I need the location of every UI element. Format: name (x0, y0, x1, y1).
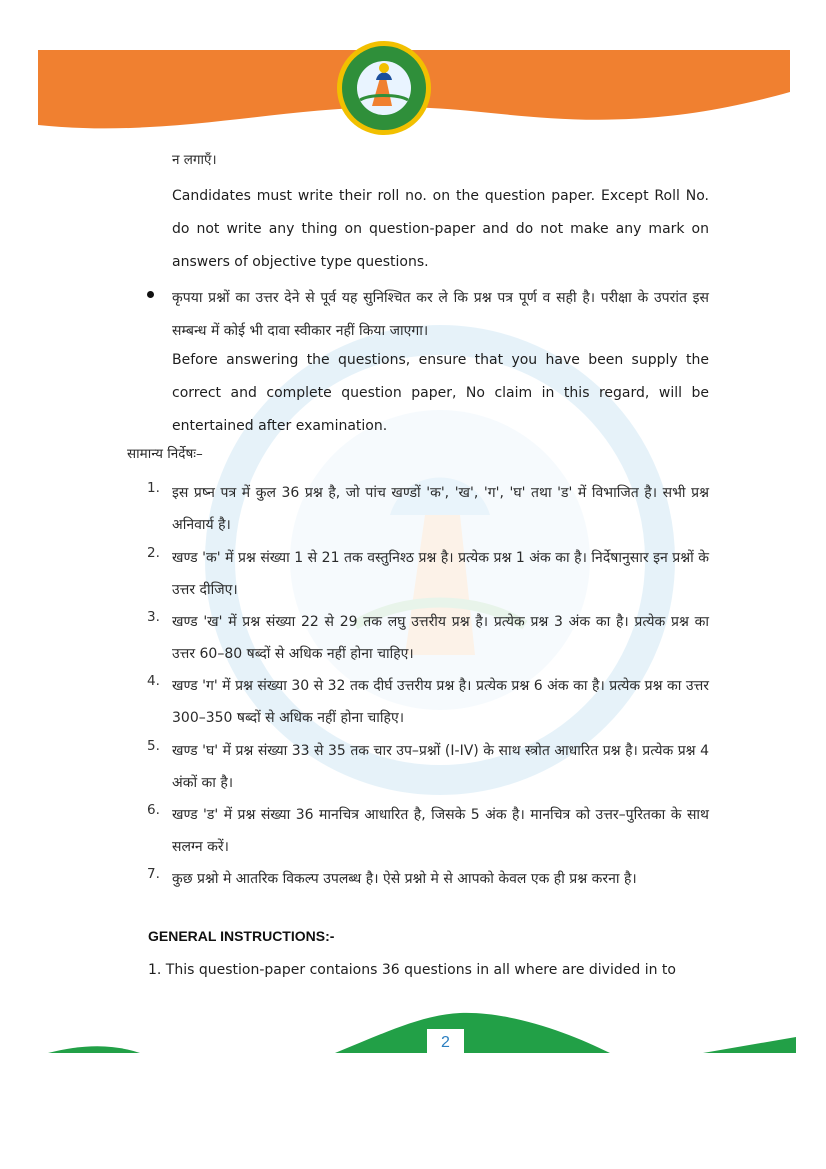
list-item-number: 4. (147, 673, 160, 689)
board-logo (337, 41, 431, 135)
general-instructions-heading: GENERAL INSTRUCTIONS:- (148, 928, 335, 944)
list-item-number: 3. (147, 609, 160, 625)
list-item-number: 6. (147, 802, 160, 818)
list-item-number: 1. (147, 480, 160, 496)
hindi-continuation: न लगाएँ। (172, 152, 217, 168)
header-band (0, 0, 826, 140)
list-item: खण्ड 'घ' में प्रश्न संख्या 33 से 35 तक चार उप–प्रश्नों (I-IV) के साथ स्त्रोत आधारित प्रश्न है। प्रत्येक प्रश्न 4 अंकों का है। (172, 743, 709, 791)
list-item: खण्ड 'ड' में प्रश्न संख्या 36 मानचित्र आधारित है, जिसके 5 अंक है। मानचित्र को उत्तर–पुरितका के साथ सलग्न करें। (172, 807, 709, 855)
list-item: खण्ड 'ग' में प्रश्न संख्या 30 से 32 तक दीर्घ उत्तरीय प्रश्न है। प्रत्येक प्रश्न 6 अंक का है। प्रत्येक प्रश्न का उत्तर 300–350 षब्दों से अधिक नहीं होना चाहिए। (172, 678, 709, 726)
list-item-number: 7. (147, 866, 160, 882)
page-number: 2 (427, 1029, 464, 1056)
list-item-number: 2. (147, 545, 160, 561)
list-item: खण्ड 'क' में प्रश्न संख्या 1 से 21 तक वस्तुनिश्ठ प्रश्न है। प्रत्येक प्रश्न 1 अंक का है। निर्देषानुसार इन प्रश्नों के उत्तर दीजिए। (172, 550, 709, 598)
list-item: कुछ प्रश्नो मे आतरिक विकल्प उपलब्ध है। ऐसे प्रश्नो मे से आपको केवल एक ही प्रश्न करना है। (172, 871, 637, 887)
list-item: खण्ड 'ख' में प्रश्न संख्या 22 से 29 तक लघु उत्तरीय प्रश्न है। प्रत्येक प्रश्न 3 अंक का है। प्रत्येक प्रश्न का उत्तर 60–80 षब्दों से अधिक नहीं होना चाहिए। (172, 614, 709, 662)
bullet-icon (147, 291, 154, 298)
general-instructions-heading-hindi: सामान्य निर्देषः– (127, 446, 203, 462)
list-item-number: 5. (147, 738, 160, 754)
check-paper-instruction-english: Before answering the questions, ensure that you have been supply the correct and complete question paper, No claim in this regard, will be entertained after examination. (172, 352, 709, 434)
roll-no-instruction: Candidates must write their roll no. on the question paper. Except Roll No. do not write any thing on question-paper and do not make any mark on answers of objective type questions. (172, 188, 709, 270)
list-item: इस प्रष्न पत्र में कुल 36 प्रश्न है, जो पांच खण्डों 'क', 'ख', 'ग', 'घ' तथा 'ड' में विभाजित है। सभी प्रश्न अनिवार्य है। (172, 485, 709, 533)
footer-band (0, 1005, 826, 1065)
general-instruction-item-1: 1. This question-paper contaions 36 questions in all where are divided in to (148, 962, 676, 978)
check-paper-instruction-hindi: कृपया प्रश्नों का उत्तर देने से पूर्व यह सुनिश्चित कर ले कि प्रश्न पत्र पूर्ण व सही है। परीक्षा के उपरांत इस सम्बन्ध में कोई भी दावा स्वीकार नहीं किया जाएगा। (172, 290, 709, 339)
